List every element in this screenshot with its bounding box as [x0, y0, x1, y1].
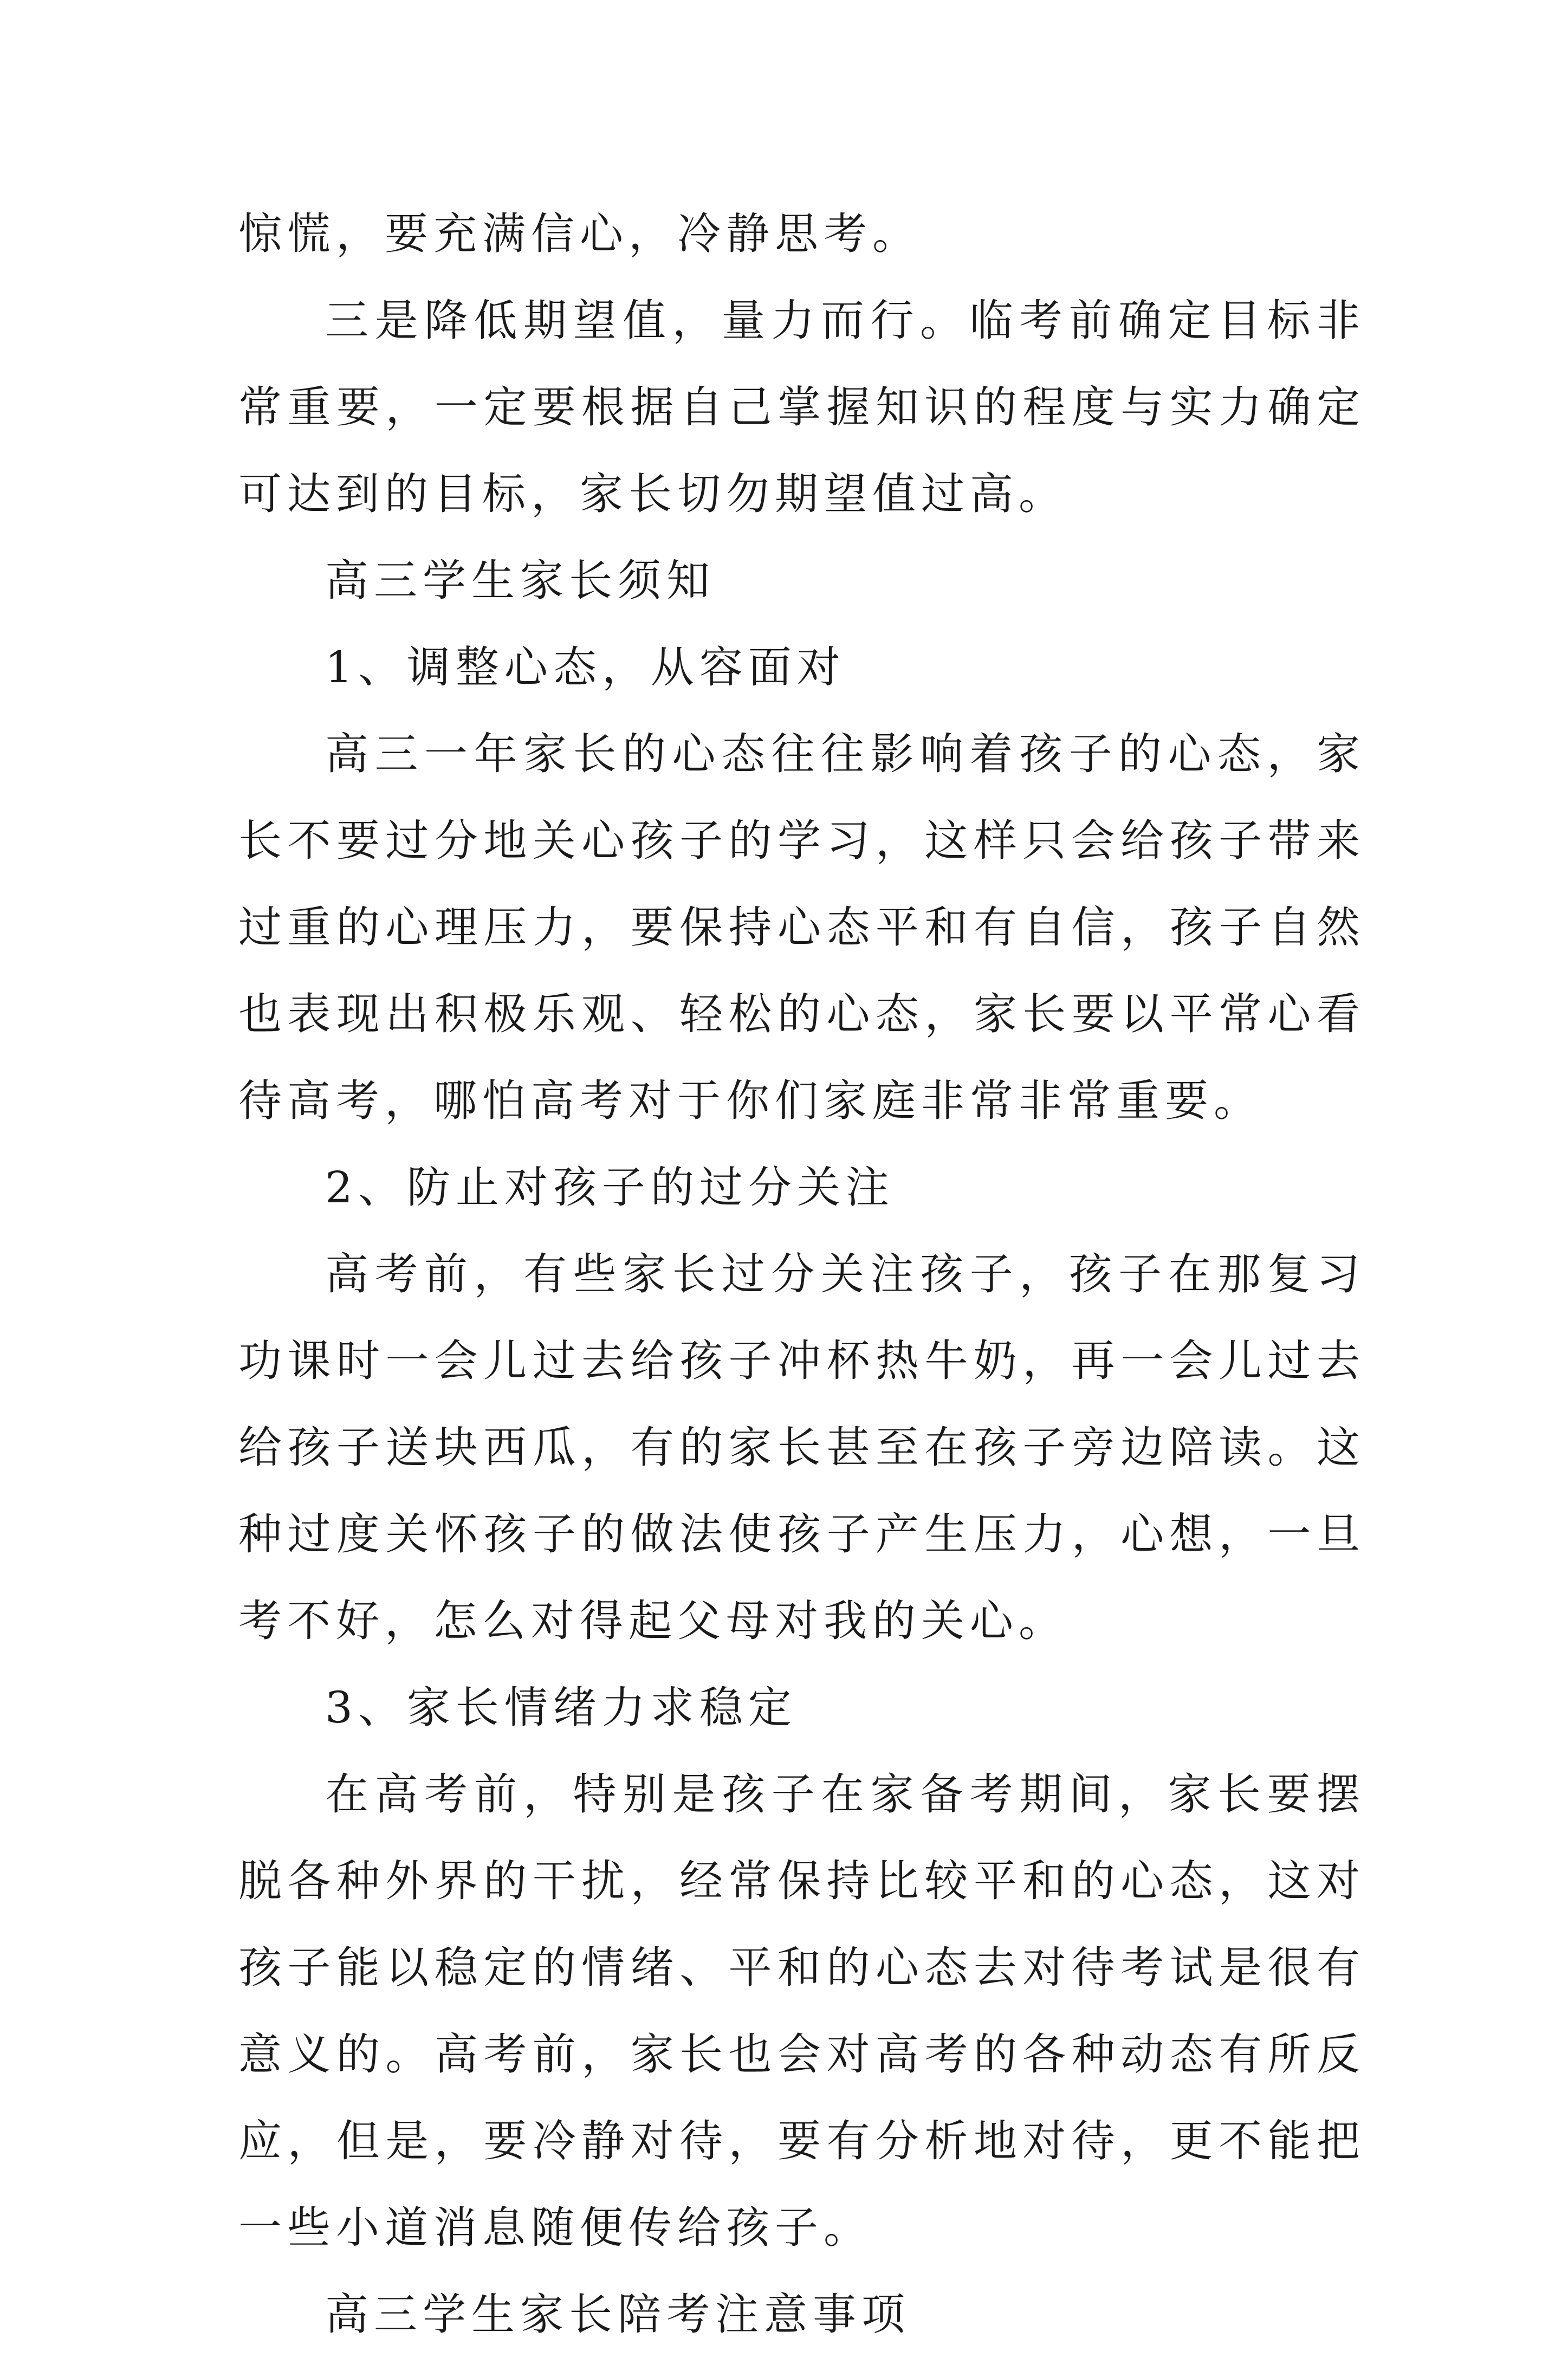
paragraph-over-attention: 高考前，有些家长过分关注孩子，孩子在那复习功课时一会儿过去给孩子冲杯热牛奶，再一会儿过去给孩子送块西瓜，有的家长甚至在孩子旁边陪读。这种过度关怀孩子的做法使孩子产生压力，心想，一旦考不好，怎么对得起父母对我的关心。 — [238, 1249, 1365, 1646]
subheading-1: 1、调整心态，从容面对 — [325, 642, 846, 692]
paragraph-mindset: 高三一年家长的心态往往影响着孩子的心态，家长不要过分地关心孩子的学习，这样只会给孩子带来过重的心理压力，要保持心态平和有自信，孩子自然也表现出积极乐观、轻松的心态，家长要以平常心看待高考，哪怕高考对于你们家庭非常非常重要。 — [238, 729, 1365, 1126]
section-heading-exam-accompany: 高三学生家长陪考注意事项 — [325, 2289, 910, 2340]
subheading-2: 2、防止对孩子的过分关注 — [325, 1162, 895, 1213]
section-heading-parents-notice: 高三学生家长须知 — [325, 555, 715, 606]
document-body — [238, 191, 1365, 2358]
paragraph-point-three: 三是降低期望值，量力而行。临考前确定目标非常重要，一定要根据自己掌握知识的程度与实力确定可达到的目标，家长切勿期望值过高。 — [238, 295, 1365, 519]
subheading-3: 3、家长情绪力求稳定 — [325, 1682, 797, 1733]
paragraph-continuation: 惊慌，要充满信心，冷静思考。 — [238, 209, 921, 259]
paragraph-emotion-stability: 在高考前，特别是孩子在家备考期间，家长要摆脱各种外界的干扰，经常保持比较平和的心态，这对孩子能以稳定的情绪、平和的心态去对待考试是很有意义的。高考前，家长也会对高考的各种动态有所反应，但是，要冷静对待，要有分析地对待，更不能把一些小道消息随便传给孩子。 — [238, 1769, 1365, 2253]
